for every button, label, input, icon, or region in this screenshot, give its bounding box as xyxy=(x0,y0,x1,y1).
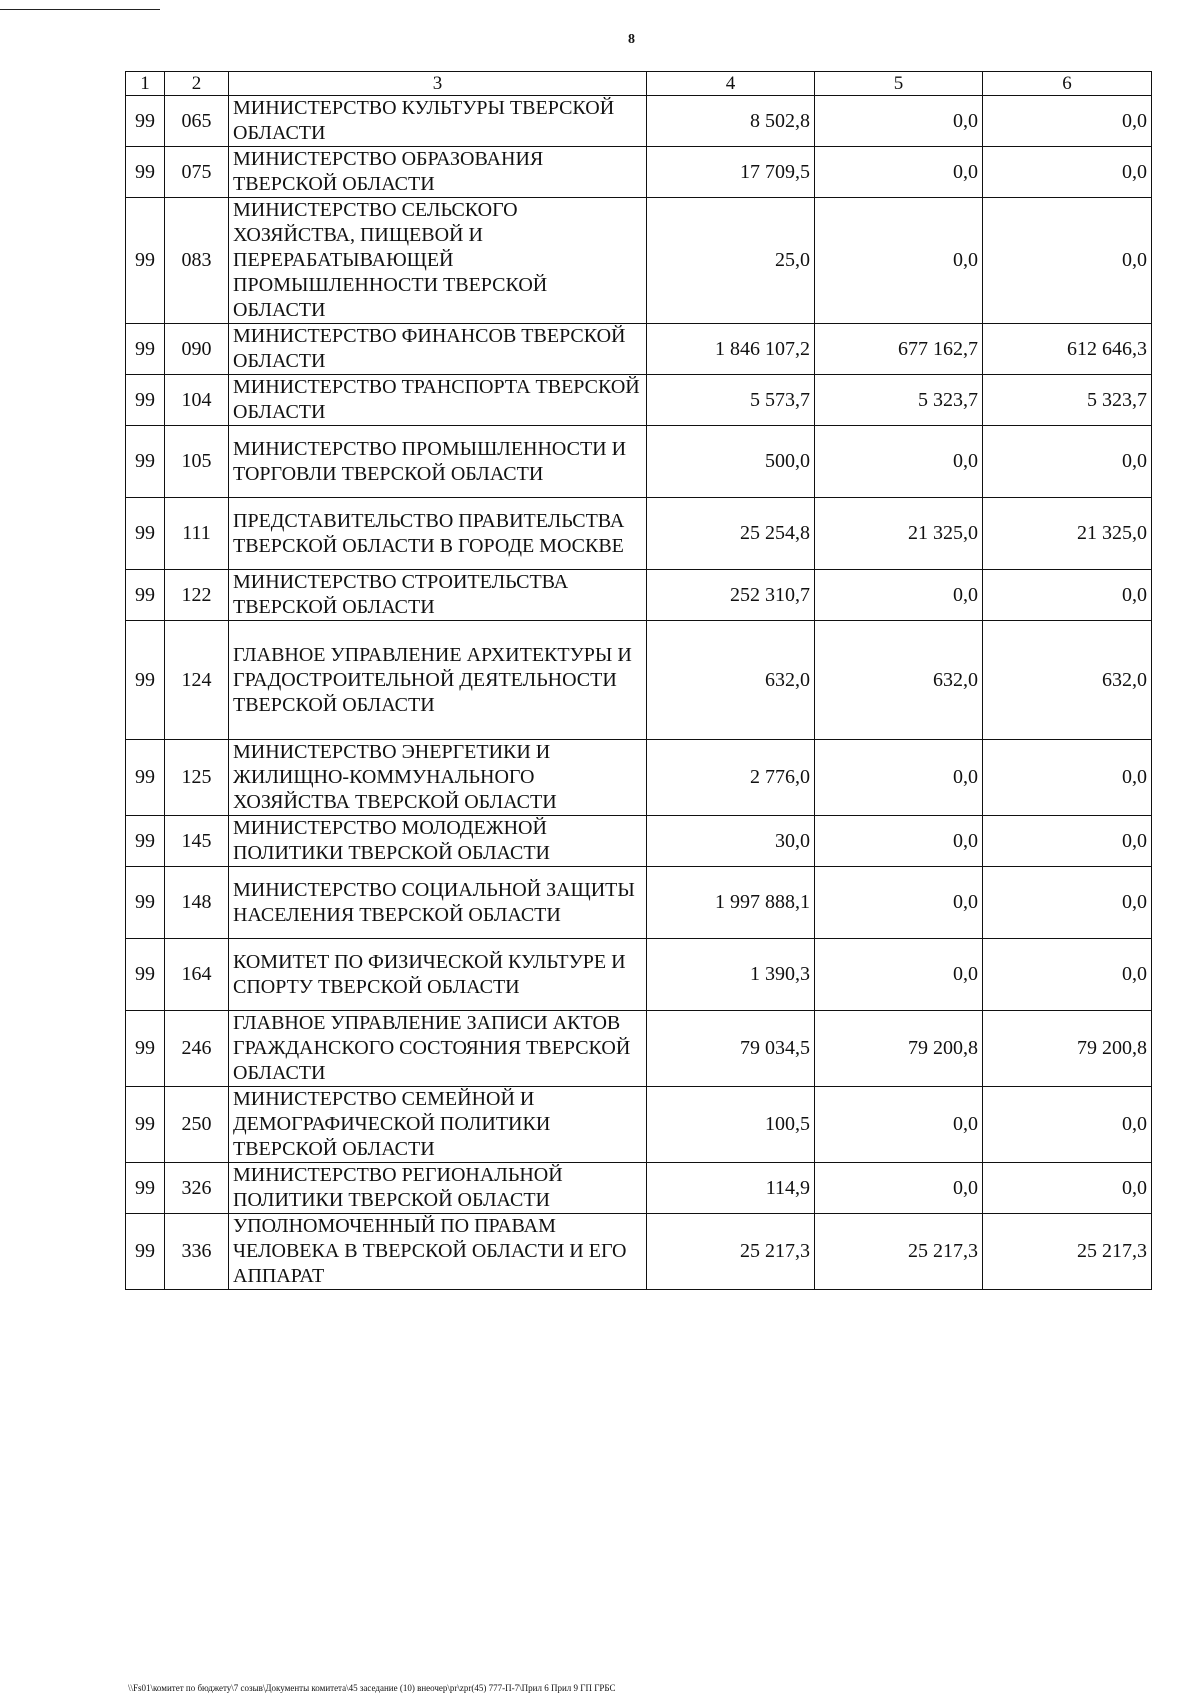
value-col-5-cell: 21 325,0 xyxy=(815,498,983,570)
table-row xyxy=(126,426,1152,498)
department-name-cell: МИНИСТЕРСТВО МОЛОДЕЖНОЙ ПОЛИТИКИ ТВЕРСКОЙ ОБЛАСТИ xyxy=(229,816,647,867)
value-col-5-cell: 0,0 xyxy=(815,198,983,324)
value-col-4-cell: 25 217,3 xyxy=(647,1214,815,1290)
department-name-cell: УПОЛНОМОЧЕННЫЙ ПО ПРАВАМ ЧЕЛОВЕКА В ТВЕРСКОЙ ОБЛАСТИ И ЕГО АППАРАТ xyxy=(229,1214,647,1290)
value-col-4-cell: 25,0 xyxy=(647,198,815,324)
department-code-cell: 326 xyxy=(165,1163,229,1214)
department-code-cell: 065 xyxy=(165,96,229,147)
department-name-cell: МИНИСТЕРСТВО ЭНЕРГЕТИКИ И ЖИЛИЩНО-КОММУНАЛЬНОГО ХОЗЯЙСТВА ТВЕРСКОЙ ОБЛАСТИ xyxy=(229,740,647,816)
value-col-6-cell: 0,0 xyxy=(983,867,1152,939)
table-row xyxy=(126,816,1152,867)
table-row xyxy=(126,96,1152,147)
table-row xyxy=(126,147,1152,198)
value-col-6-cell: 25 217,3 xyxy=(983,1214,1152,1290)
department-name-cell: МИНИСТЕРСТВО КУЛЬТУРЫ ТВЕРСКОЙ ОБЛАСТИ xyxy=(229,96,647,147)
department-name-cell: МИНИСТЕРСТВО СЕМЕЙНОЙ И ДЕМОГРАФИЧЕСКОЙ ПОЛИТИКИ ТВЕРСКОЙ ОБЛАСТИ xyxy=(229,1087,647,1163)
value-col-4-cell: 1 390,3 xyxy=(647,939,815,1011)
department-name-cell: МИНИСТЕРСТВО ФИНАНСОВ ТВЕРСКОЙ ОБЛАСТИ xyxy=(229,324,647,375)
value-col-4-cell: 252 310,7 xyxy=(647,570,815,621)
value-col-6-cell: 0,0 xyxy=(983,147,1152,198)
department-name-cell: ГЛАВНОЕ УПРАВЛЕНИЕ ЗАПИСИ АКТОВ ГРАЖДАНСКОГО СОСТОЯНИЯ ТВЕРСКОЙ ОБЛАСТИ xyxy=(229,1011,647,1087)
value-col-4-cell: 25 254,8 xyxy=(647,498,815,570)
department-code-cell: 105 xyxy=(165,426,229,498)
value-col-4-cell: 500,0 xyxy=(647,426,815,498)
table-row xyxy=(126,1163,1152,1214)
table-row xyxy=(126,621,1152,740)
header-col-1: 1 xyxy=(126,72,165,96)
value-col-6-cell: 0,0 xyxy=(983,198,1152,324)
section-code-cell: 99 xyxy=(126,621,165,740)
value-col-4-cell: 1 997 888,1 xyxy=(647,867,815,939)
value-col-6-cell: 0,0 xyxy=(983,816,1152,867)
value-col-4-cell: 632,0 xyxy=(647,621,815,740)
value-col-4-cell: 5 573,7 xyxy=(647,375,815,426)
department-name-cell: МИНИСТЕРСТВО ПРОМЫШЛЕННОСТИ И ТОРГОВЛИ ТВЕРСКОЙ ОБЛАСТИ xyxy=(229,426,647,498)
section-code-cell: 99 xyxy=(126,816,165,867)
value-col-5-cell: 0,0 xyxy=(815,1087,983,1163)
department-name-cell: МИНИСТЕРСТВО СЕЛЬСКОГО ХОЗЯЙСТВА, ПИЩЕВОЙ И ПЕРЕРАБАТЫВАЮЩЕЙ ПРОМЫШЛЕННОСТИ ТВЕРСКОЙ ОБЛАСТИ xyxy=(229,198,647,324)
value-col-5-cell: 25 217,3 xyxy=(815,1214,983,1290)
department-name-cell: МИНИСТЕРСТВО ОБРАЗОВАНИЯ ТВЕРСКОЙ ОБЛАСТИ xyxy=(229,147,647,198)
section-code-cell: 99 xyxy=(126,1214,165,1290)
table-row xyxy=(126,375,1152,426)
budget-table xyxy=(125,71,1152,1290)
table-row xyxy=(126,324,1152,375)
department-code-cell: 111 xyxy=(165,498,229,570)
department-code-cell: 075 xyxy=(165,147,229,198)
value-col-5-cell: 677 162,7 xyxy=(815,324,983,375)
value-col-4-cell: 30,0 xyxy=(647,816,815,867)
section-code-cell: 99 xyxy=(126,1163,165,1214)
value-col-4-cell: 8 502,8 xyxy=(647,96,815,147)
section-code-cell: 99 xyxy=(126,147,165,198)
header-col-4: 4 xyxy=(647,72,815,96)
section-code-cell: 99 xyxy=(126,939,165,1011)
department-name-cell: МИНИСТЕРСТВО РЕГИОНАЛЬНОЙ ПОЛИТИКИ ТВЕРСКОЙ ОБЛАСТИ xyxy=(229,1163,647,1214)
section-code-cell: 99 xyxy=(126,198,165,324)
section-code-cell: 99 xyxy=(126,498,165,570)
value-col-5-cell: 0,0 xyxy=(815,147,983,198)
table-row xyxy=(126,570,1152,621)
section-code-cell: 99 xyxy=(126,324,165,375)
table-row xyxy=(126,1011,1152,1087)
value-col-6-cell: 0,0 xyxy=(983,740,1152,816)
department-name-cell: МИНИСТЕРСТВО СТРОИТЕЛЬСТВА ТВЕРСКОЙ ОБЛАСТИ xyxy=(229,570,647,621)
section-code-cell: 99 xyxy=(126,1011,165,1087)
value-col-6-cell: 612 646,3 xyxy=(983,324,1152,375)
department-code-cell: 125 xyxy=(165,740,229,816)
table-row xyxy=(126,498,1152,570)
department-name-cell: МИНИСТЕРСТВО ТРАНСПОРТА ТВЕРСКОЙ ОБЛАСТИ xyxy=(229,375,647,426)
header-col-2: 2 xyxy=(165,72,229,96)
value-col-5-cell: 0,0 xyxy=(815,426,983,498)
department-code-cell: 122 xyxy=(165,570,229,621)
value-col-5-cell: 0,0 xyxy=(815,816,983,867)
value-col-6-cell: 0,0 xyxy=(983,570,1152,621)
scan-edge-line xyxy=(0,9,160,10)
value-col-5-cell: 5 323,7 xyxy=(815,375,983,426)
section-code-cell: 99 xyxy=(126,375,165,426)
section-code-cell: 99 xyxy=(126,1087,165,1163)
value-col-5-cell: 79 200,8 xyxy=(815,1011,983,1087)
header-col-3: 3 xyxy=(229,72,647,96)
file-path-footer: \\Fs01\комитет по бюджету\7 созыв\Документы комитета\45 заседание (10) внеочер\pr\zpr(45) 777-П-7\Прил 6 Прил 9 ГП ГРБС xyxy=(128,1683,616,1693)
value-col-5-cell: 0,0 xyxy=(815,570,983,621)
page-number: 8 xyxy=(628,32,635,47)
section-code-cell: 99 xyxy=(126,426,165,498)
value-col-5-cell: 0,0 xyxy=(815,867,983,939)
header-col-6: 6 xyxy=(983,72,1152,96)
value-col-6-cell: 21 325,0 xyxy=(983,498,1152,570)
department-code-cell: 090 xyxy=(165,324,229,375)
value-col-6-cell: 632,0 xyxy=(983,621,1152,740)
department-code-cell: 246 xyxy=(165,1011,229,1087)
department-name-cell: ГЛАВНОЕ УПРАВЛЕНИЕ АРХИТЕКТУРЫ И ГРАДОСТРОИТЕЛЬНОЙ ДЕЯТЕЛЬНОСТИ ТВЕРСКОЙ ОБЛАСТИ xyxy=(229,621,647,740)
value-col-5-cell: 632,0 xyxy=(815,621,983,740)
department-code-cell: 250 xyxy=(165,1087,229,1163)
table-header-row xyxy=(126,72,1152,96)
department-code-cell: 145 xyxy=(165,816,229,867)
value-col-4-cell: 79 034,5 xyxy=(647,1011,815,1087)
table-row xyxy=(126,867,1152,939)
department-code-cell: 083 xyxy=(165,198,229,324)
department-code-cell: 124 xyxy=(165,621,229,740)
value-col-4-cell: 100,5 xyxy=(647,1087,815,1163)
department-code-cell: 336 xyxy=(165,1214,229,1290)
value-col-5-cell: 0,0 xyxy=(815,1163,983,1214)
value-col-6-cell: 79 200,8 xyxy=(983,1011,1152,1087)
table-body xyxy=(126,96,1152,1290)
value-col-5-cell: 0,0 xyxy=(815,740,983,816)
department-code-cell: 104 xyxy=(165,375,229,426)
value-col-4-cell: 2 776,0 xyxy=(647,740,815,816)
department-name-cell: КОМИТЕТ ПО ФИЗИЧЕСКОЙ КУЛЬТУРЕ И СПОРТУ ТВЕРСКОЙ ОБЛАСТИ xyxy=(229,939,647,1011)
table-row xyxy=(126,939,1152,1011)
value-col-6-cell: 0,0 xyxy=(983,1163,1152,1214)
value-col-4-cell: 1 846 107,2 xyxy=(647,324,815,375)
value-col-4-cell: 17 709,5 xyxy=(647,147,815,198)
header-col-5: 5 xyxy=(815,72,983,96)
value-col-6-cell: 0,0 xyxy=(983,426,1152,498)
section-code-cell: 99 xyxy=(126,740,165,816)
department-code-cell: 164 xyxy=(165,939,229,1011)
section-code-cell: 99 xyxy=(126,96,165,147)
table-row xyxy=(126,1214,1152,1290)
department-name-cell: МИНИСТЕРСТВО СОЦИАЛЬНОЙ ЗАЩИТЫ НАСЕЛЕНИЯ ТВЕРСКОЙ ОБЛАСТИ xyxy=(229,867,647,939)
department-code-cell: 148 xyxy=(165,867,229,939)
section-code-cell: 99 xyxy=(126,570,165,621)
value-col-6-cell: 0,0 xyxy=(983,939,1152,1011)
value-col-6-cell: 5 323,7 xyxy=(983,375,1152,426)
value-col-6-cell: 0,0 xyxy=(983,1087,1152,1163)
value-col-5-cell: 0,0 xyxy=(815,939,983,1011)
table-row xyxy=(126,1087,1152,1163)
table-row xyxy=(126,740,1152,816)
department-name-cell: ПРЕДСТАВИТЕЛЬСТВО ПРАВИТЕЛЬСТВА ТВЕРСКОЙ ОБЛАСТИ В ГОРОДЕ МОСКВЕ xyxy=(229,498,647,570)
value-col-5-cell: 0,0 xyxy=(815,96,983,147)
value-col-4-cell: 114,9 xyxy=(647,1163,815,1214)
section-code-cell: 99 xyxy=(126,867,165,939)
value-col-6-cell: 0,0 xyxy=(983,96,1152,147)
table-row xyxy=(126,198,1152,324)
